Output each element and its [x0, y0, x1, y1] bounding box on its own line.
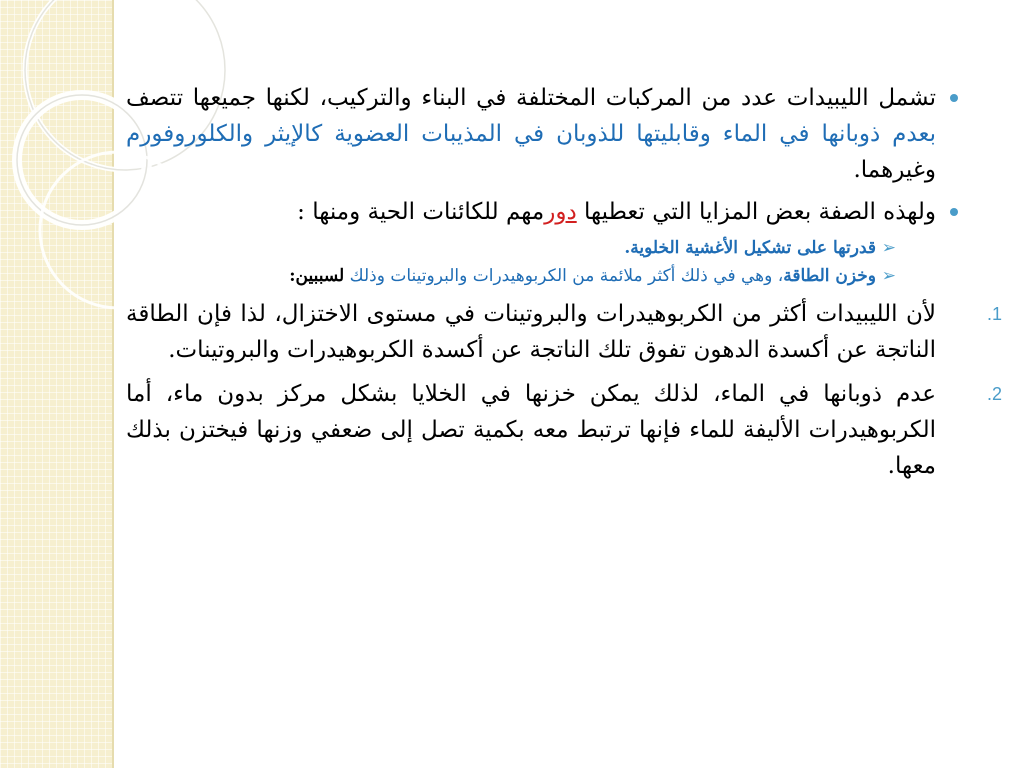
- bullet-highlight-text: بعدم ذوبانها في الماء وقابليتها للذوبان في المذيبات العضوية كالإيثر والكلوروفورم: [126, 121, 936, 147]
- sub-item-text: ، وهي في ذلك أكثر ملائمة من الكربوهيدرات والبروتينات وذلك: [344, 266, 784, 286]
- sub-item-tail: لسببين:: [289, 266, 345, 286]
- sub-item: [126, 264, 896, 288]
- arrow-bullet-icon: ➢: [881, 266, 896, 286]
- bullet-text: تشمل الليبيدات عدد من المركبات المختلفة في البناء والتركيب، لكنها جميعها تتصف: [126, 85, 936, 111]
- bullet-red-word: دور: [544, 199, 577, 225]
- sub-item-bold: قدرتها على تشكيل الأغشية الخلوية.: [624, 238, 876, 258]
- number-label: 1.: [986, 304, 1002, 324]
- slide-content: [126, 80, 1002, 490]
- numbered-text: عدم ذوبانها في الماء، لذلك يمكن خزنها في الخلايا بشكل مركز بدون ماء، أما الكربوهيدرات الأليفة للماء فإنها ترتبط معه بكمية تصل إلى ضعفي وزنها فيختزن بذلك معها.: [126, 381, 936, 479]
- bullet-item: [126, 80, 936, 188]
- bullet-text-end: وغيرهما.: [853, 157, 936, 183]
- bullet-icon: [950, 94, 958, 102]
- bullet-item: [126, 194, 936, 230]
- bullet-text-end: مهم للكائنات الحية ومنها :: [297, 199, 545, 225]
- sub-item-bold: وخزن الطاقة: [783, 266, 876, 286]
- numbered-item: [126, 376, 1002, 484]
- bullet-icon: [950, 208, 958, 216]
- bullet-text: ولهذه الصفة بعض المزايا التي تعطيها: [576, 199, 936, 225]
- number-label: 2.: [986, 384, 1002, 404]
- numbered-text: لأن الليبيدات أكثر من الكربوهيدرات والبروتينات في مستوى الاختزال، لذا فإن الطاقة الناتجة عن أكسدة الدهون تفوق تلك الناتجة عن أكسدة الكربوهيدرات والبروتينات.: [126, 301, 936, 363]
- sub-item: [126, 236, 896, 260]
- arrow-bullet-icon: ➢: [881, 238, 896, 258]
- numbered-item: [126, 296, 1002, 368]
